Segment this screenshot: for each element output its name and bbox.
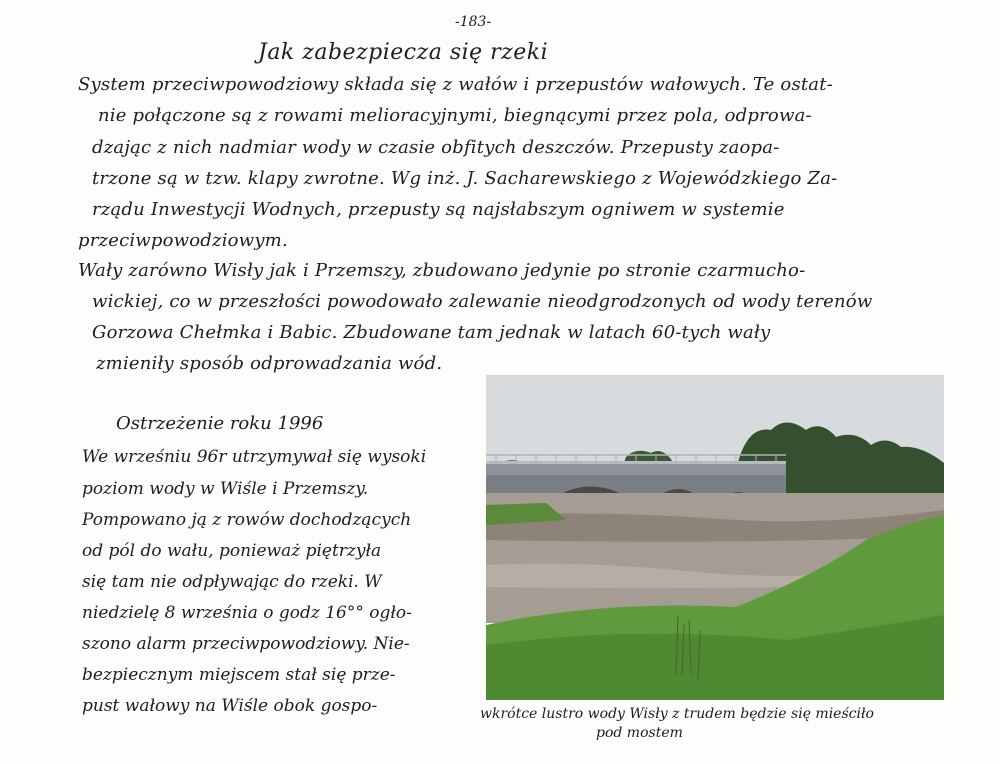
section2-line: od pól do wału, ponieważ piętrzyła — [82, 541, 382, 561]
section2-line: pust wałowy na Wiśle obok gospo- — [82, 696, 378, 716]
paragraph1-line: rządu Inwestycji Wodnych, przepusty są najsłabszym ogniwem w systemie — [92, 199, 785, 220]
section2-title: Ostrzeżenie roku 1996 — [116, 413, 324, 434]
paragraph1-line: trzone są w tzw. klapy zwrotne. Wg inż. J. Sacharewskiego z Wojewódzkiego Za- — [92, 168, 838, 189]
paragraph1-line: nie połączone są z rowami melioracyjnymi, biegnącymi przez pola, odprowa- — [98, 105, 812, 126]
section2-line: Pompowano ją z rowów dochodzących — [82, 510, 412, 530]
section2-line: bezpiecznym miejscem stał się prze- — [82, 665, 396, 685]
page-title: Jak zabezpiecza się rzeki — [258, 40, 549, 65]
photo-caption: pod mostem — [596, 725, 683, 741]
paragraph1-line: dzając z nich nadmiar wody w czasie obfitych deszczów. Przepusty zaopa- — [92, 137, 780, 158]
paragraph2-line: wickiej, co w przeszłości powodowało zalewanie nieodgrodzonych od wody terenów — [92, 291, 873, 312]
page-number: -183- — [455, 14, 492, 30]
section2-line: szono alarm przeciwpowodziowy. Nie- — [82, 634, 410, 654]
flood-bridge-photo — [486, 375, 944, 700]
paragraph2-line: zmieniły sposób odprowadzania wód. — [96, 353, 443, 374]
section2-line: się tam nie odpływając do rzeki. W — [82, 572, 382, 592]
paragraph1-line: przeciwpowodziowym. — [78, 230, 288, 251]
section2-line: poziom wody w Wiśle i Przemszy. — [82, 479, 369, 499]
paragraph1-line: System przeciwpowodziowy składa się z wałów i przepustów wałowych. Te ostat- — [78, 74, 833, 95]
paragraph2-line: Gorzowa Chełmka i Babic. Zbudowane tam jednak w latach 60-tych wały — [92, 322, 771, 343]
section2-line: We wrześniu 96r utrzymywał się wysoki — [82, 447, 427, 467]
section2-line: niedzielę 8 września o godz 16°° ogło- — [82, 603, 412, 623]
photo-caption: wkrótce lustro wody Wisły z trudem będzie się mieściło — [480, 706, 874, 722]
paragraph2-line: Wały zarówno Wisły jak i Przemszy, zbudowano jedynie po stronie czarmucho- — [78, 260, 806, 281]
